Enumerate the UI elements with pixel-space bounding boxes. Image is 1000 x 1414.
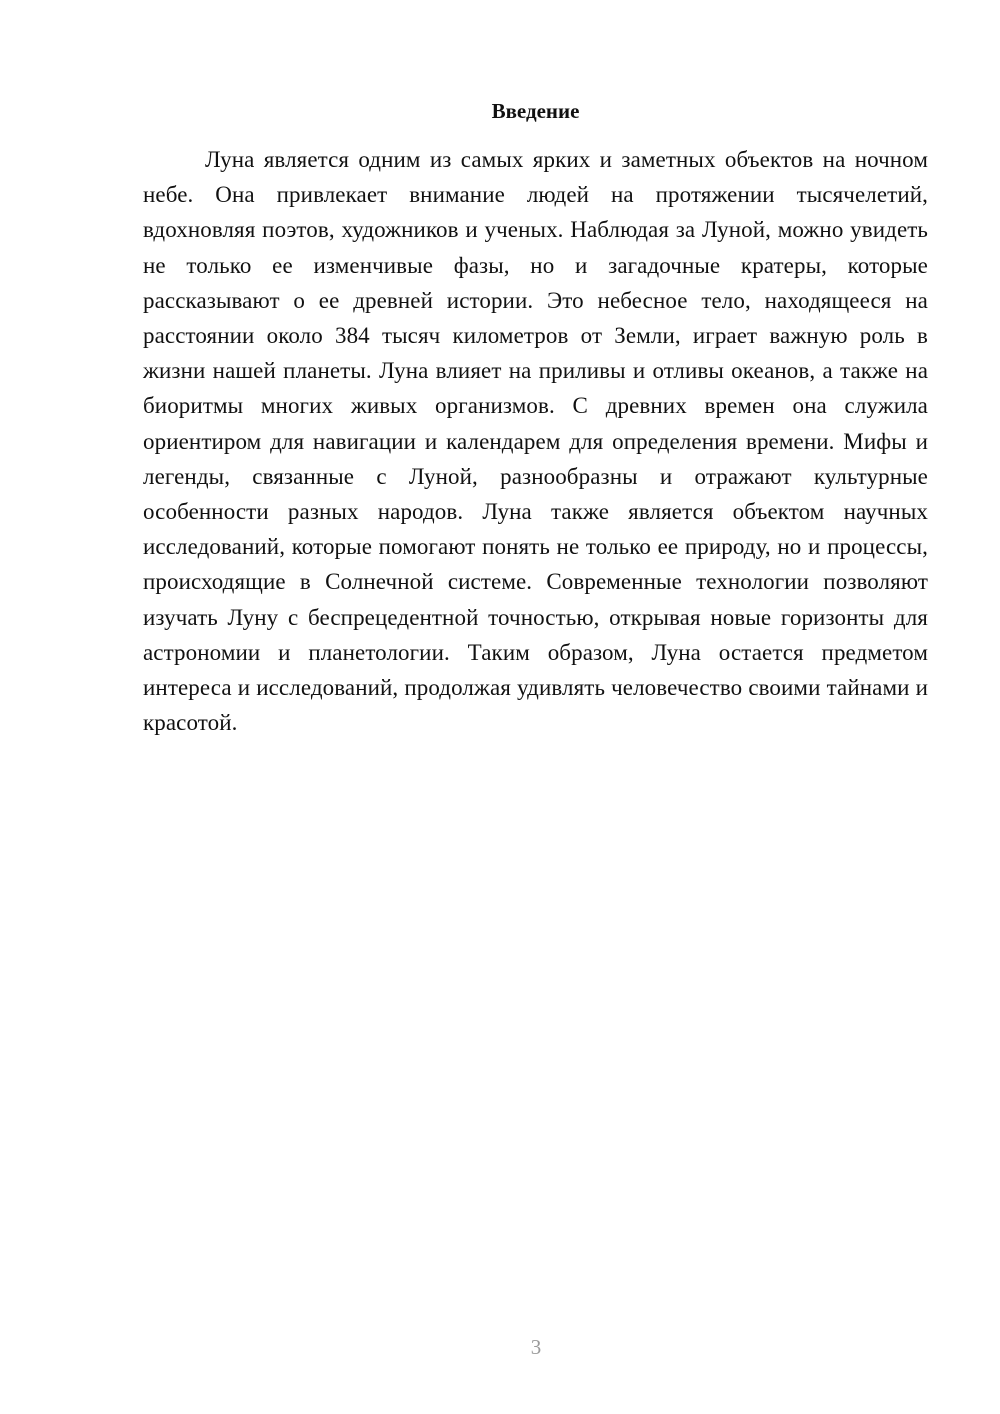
page-number: 3 — [530, 1335, 542, 1359]
body-paragraph: Луна является одним из самых ярких и заметных объектов на ночном небе. Она привлекает внимание людей на протяжении тысячелетий, вдохновляя поэтов, художников и ученых. Наблюдая за Луной, можно увидеть не только ее изменчивые фазы, но и загадочные кратеры, которые рассказывают о ее древней истории. Это небесное тело, находящееся на расстоянии около 384 тысяч километров от Земли, играет важную роль в жизни нашей планеты. Луна влияет на приливы и отливы океанов, а также на биоритмы многих живых организмов. С древних времен она служила ориентиром для навигации и календарем для определения времени. Мифы и легенды, связанные с Луной, разнообразны и отражают культурные особенности разных народов. Луна также является объектом научных исследований, которые помогают понять не только ее природу, но и процессы, происходящие в Солнечной системе. Современные технологии позволяют изучать Луну с беспрецедентной точностью, открывая новые горизонты для астрономии и планетологии. Таким образом, Луна остается предметом интереса и исследований, продолжая удивлять человечество своими тайнами и красотой. — [143, 147, 928, 736]
section-heading: Введение — [491, 99, 580, 123]
